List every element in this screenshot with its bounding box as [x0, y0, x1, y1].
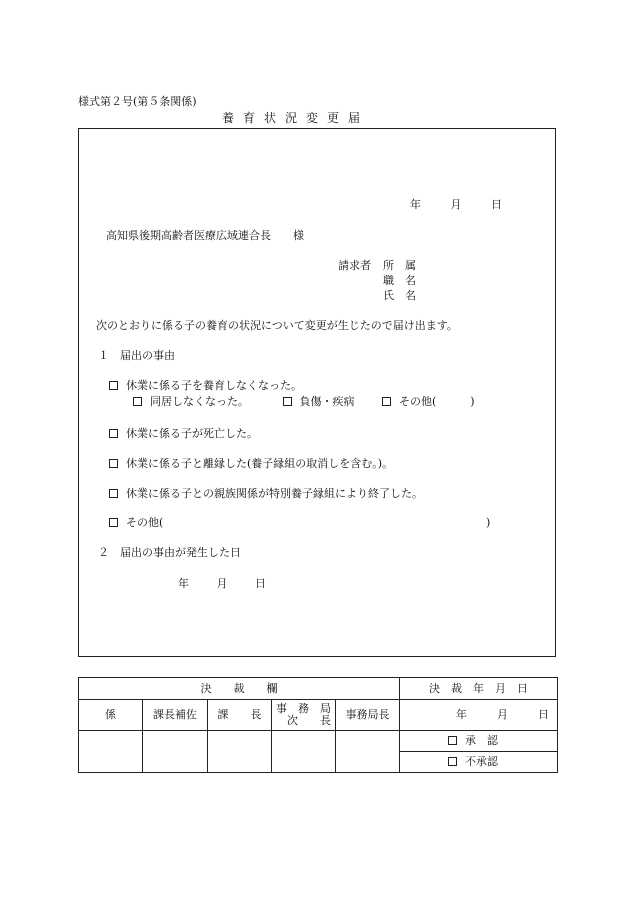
reason-1-checkbox[interactable] — [109, 381, 118, 390]
stamp-jimukyokucho[interactable] — [336, 730, 400, 772]
occurrence-date — [178, 578, 266, 589]
requester-affiliation: 所 属 — [383, 259, 416, 272]
decision-header: 決 裁 欄 — [79, 678, 400, 700]
sub-b-label: 負傷・疾病 — [299, 395, 355, 408]
addressee: 高知県後期高齢者医療広域連合長 様 — [106, 229, 304, 242]
stamp-jimukyoku-jicho[interactable] — [272, 730, 336, 772]
sub-a-label: 同居しなくなった。 — [150, 395, 249, 408]
form-title: 養育状況変更届 — [222, 111, 370, 125]
decision-year: 年 — [456, 707, 468, 721]
stamp-kacho-hosa[interactable] — [143, 730, 208, 772]
reject-checkbox[interactable] — [448, 757, 457, 766]
stamp-kacho[interactable] — [208, 730, 272, 772]
stamp-kakari[interactable] — [79, 730, 143, 772]
option-approve[interactable] — [400, 730, 558, 751]
reason-4-label: 休業に係る子との親族関係が特別養子縁組により終了した。 — [126, 487, 423, 500]
occ-year: 年 — [178, 577, 189, 590]
decision-date-header: 決 裁 年 月 日 — [400, 678, 558, 700]
requester-position: 職 名 — [383, 274, 416, 287]
date-month: 月 — [450, 198, 462, 211]
section2-title: ２ 届出の事由が発生した日 — [98, 546, 241, 559]
section1-title: １ 届出の事由 — [98, 349, 175, 362]
col-jimukyoku-bottom: 次 長 — [287, 713, 331, 727]
requester-name: 氏 名 — [383, 289, 416, 302]
col-jimukyoku-jicho — [272, 700, 336, 730]
option-reject[interactable] — [400, 751, 558, 772]
sub-a-checkbox[interactable] — [133, 397, 142, 406]
approve-checkbox[interactable] — [448, 736, 457, 745]
reason-1-subs — [133, 396, 475, 407]
sub-c-close: ) — [470, 395, 475, 408]
col-jimukyokucho: 事務局長 — [336, 700, 400, 730]
date-year: 年 — [410, 198, 421, 211]
reason-4[interactable] — [109, 488, 423, 499]
reason-3-label: 休業に係る子と離縁した(養子縁組の取消しを含む。)。 — [126, 457, 394, 470]
col-kacho: 課 長 — [208, 700, 272, 730]
reason-2-checkbox[interactable] — [109, 429, 118, 438]
reason-2[interactable] — [109, 428, 258, 439]
decision-date-cell[interactable] — [400, 700, 558, 730]
occ-day: 日 — [255, 577, 266, 590]
reason-5-close: ) — [486, 516, 491, 529]
reason-2-label: 休業に係る子が死亡した。 — [126, 427, 258, 440]
col-kakari: 係 — [79, 700, 143, 730]
reason-5-checkbox[interactable] — [109, 518, 118, 527]
date-day: 日 — [491, 198, 502, 211]
reason-1-label: 休業に係る子を養育しなくなった。 — [126, 379, 302, 392]
sub-c-checkbox[interactable] — [382, 397, 391, 406]
sub-b-checkbox[interactable] — [283, 397, 292, 406]
approve-label: 承 認 — [465, 733, 499, 747]
reason-5[interactable] — [109, 517, 163, 528]
reason-3-checkbox[interactable] — [109, 459, 118, 468]
requester-label: 請求者 — [338, 259, 371, 272]
approval-table — [78, 677, 558, 773]
reason-5-input[interactable] — [182, 514, 482, 530]
reject-label: 不承認 — [465, 754, 499, 768]
occ-month: 月 — [216, 577, 228, 590]
col-kacho-hosa: 課長補佐 — [143, 700, 208, 730]
sub-c-label: その他( — [399, 395, 437, 408]
col-jimukyoku-top: 事 務 局 — [276, 701, 331, 715]
date-line — [410, 199, 502, 210]
intro-text: 次のとおりに係る子の養育の状況について変更が生じたので届け出ます。 — [96, 319, 458, 332]
decision-month: 月 — [497, 707, 509, 721]
reason-1[interactable] — [109, 380, 302, 391]
decision-day: 日 — [538, 707, 550, 721]
reason-4-checkbox[interactable] — [109, 489, 118, 498]
reason-5-label: その他( — [126, 516, 164, 529]
form-number: 様式第２号(第５条関係) — [78, 95, 197, 108]
reason-3[interactable] — [109, 458, 393, 469]
